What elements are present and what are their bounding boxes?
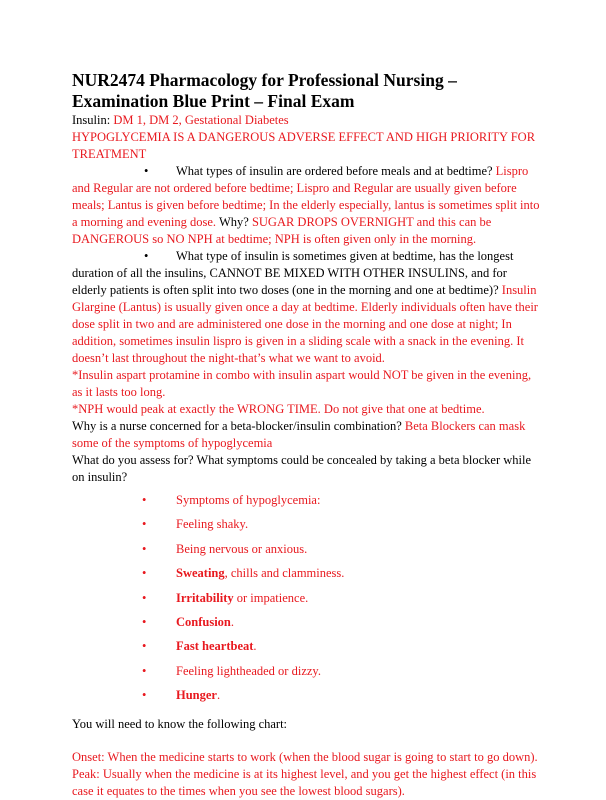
onset-definition: Onset: When the medicine starts to work (when the blood sugar is going to start to go down). xyxy=(72,749,538,764)
symptom-text xyxy=(176,565,344,582)
peak-definition: Peak: Usually when the medicine is at its highest level, and you get the highest effect (in this case it equates to the times when you see the lowest blood sugars). xyxy=(72,766,537,798)
bullet-dot: • xyxy=(142,614,147,629)
bullet-1-why: Why? xyxy=(216,215,252,229)
symptom-text xyxy=(176,541,307,558)
symptom-rest-text: Symptoms of hypoglycemia: xyxy=(176,493,321,507)
hypoglycemia-warning: HYPOGLYCEMIA IS A DANGEROUS ADVERSE EFFECT AND HIGH PRIORITY FOR TREATMENT xyxy=(72,130,536,161)
bullet-2 xyxy=(72,248,542,367)
document-page xyxy=(72,70,542,800)
symptom-bold-text: Sweating xyxy=(176,566,225,581)
insulin-line xyxy=(72,112,542,129)
page-title: NUR2474 Pharmacology for Professional Nursing – Examination Blue Print – Final Exam xyxy=(72,70,457,111)
symptom-item xyxy=(72,516,542,540)
beta-answer-text: Beta Blockers can mask some of the symptoms of hypoglycemia xyxy=(72,419,526,450)
symptom-list xyxy=(72,492,542,712)
insulin-label: Insulin: xyxy=(72,113,114,127)
symptom-item xyxy=(72,590,542,614)
symptom-rest-text: , chills and clamminess. xyxy=(224,566,345,581)
note-nph: *NPH would peak at exactly the WRONG TIME. Do not give that one at bedtime. xyxy=(72,402,485,416)
note-aspart: *Insulin aspart protamine in combo with insulin aspart would NOT be given in the evening, as it lasts too long. xyxy=(72,368,532,399)
symptom-text xyxy=(176,516,248,533)
symptom-bold-text: Fast heartbeat xyxy=(176,639,254,654)
symptom-item xyxy=(72,687,542,711)
bullet-dot: • xyxy=(142,688,147,703)
bullet-1 xyxy=(72,163,542,248)
beta-question-text: Why is a nurse concerned for a beta-blocker/insulin combination? xyxy=(72,419,405,433)
symptom-item xyxy=(72,492,542,516)
symptom-text xyxy=(176,590,308,607)
bullet-dot: • xyxy=(142,663,147,678)
symptom-item xyxy=(72,663,542,687)
bullet-dot: • xyxy=(142,541,147,556)
beta-blocker-question xyxy=(72,418,542,452)
assess-question: What do you assess for? What symptoms could be concealed by taking a beta blocker while on insulin? xyxy=(72,453,532,484)
bullet-1-answer-b: SUGAR DROPS OVERNIGHT and this can be DANGEROUS so NO NPH at bedtime; NPH is often given only in the morning. xyxy=(72,215,492,246)
bullet-1-answer-a: Lispro and Regular are not ordered before bedtime; Lispro and Regular are usually given before meals; Lantus is given before bedtime; In the elderly especially, lantus is sometimes split into a morning and evening dose. xyxy=(72,164,540,229)
symptom-bold-text: Confusion xyxy=(176,614,231,629)
bullet-dot: • xyxy=(142,493,147,507)
bullet-2-answer: Insulin Glargine (Lantus) is usually given once a day at bedtime. Elderly individuals often have their dose split in two and are administered one dose in the morning and one dose at night; In addition, sometimes insulin lispro is given in a sliding scale with a snack in the evening. It doesn’t last throughout the night-that’s what we want to avoid. xyxy=(72,283,538,365)
bullet-dot: • xyxy=(142,517,147,532)
symptom-item xyxy=(72,541,542,565)
bullet-dot: • xyxy=(142,590,147,605)
symptom-rest-text: Feeling shaky. xyxy=(176,517,249,532)
insulin-types: DM 1, DM 2, Gestational Diabetes xyxy=(113,113,289,127)
symptom-rest-text: . xyxy=(216,688,221,703)
bullet-1-question: What types of insulin are ordered before meals and at bedtime? xyxy=(176,164,496,178)
symptom-rest-text: . xyxy=(230,614,235,629)
symptom-rest-text: or impatience. xyxy=(233,590,309,605)
symptom-bold-text: Hunger xyxy=(176,688,217,703)
symptom-text xyxy=(176,687,220,704)
bullet-1-dot: • xyxy=(144,164,149,178)
bullet-dot: • xyxy=(142,639,147,654)
symptom-text xyxy=(176,638,257,655)
symptom-text xyxy=(176,614,234,631)
bullet-2-dot: • xyxy=(144,249,149,263)
symptom-rest-text: Being nervous or anxious. xyxy=(176,541,308,556)
symptom-item xyxy=(72,638,542,662)
symptom-rest-text: Feeling lightheaded or dizzy. xyxy=(176,663,321,678)
bullet-dot: • xyxy=(142,566,147,581)
bullet-2-question: What type of insulin is sometimes given at bedtime, has the longest duration of all the insulins, CANNOT BE MIXED WITH OTHER INSULINS, and for elderly patients is often split into two doses (one in the morning and one at bedtime)? xyxy=(72,249,514,297)
chart-intro: You will need to know the following chart: xyxy=(72,716,288,731)
symptom-item xyxy=(72,565,542,589)
symptom-text xyxy=(176,492,320,509)
symptom-item xyxy=(72,614,542,638)
symptom-text xyxy=(176,663,321,680)
symptom-rest-text: . xyxy=(253,639,257,654)
symptom-bold-text: Irritability xyxy=(176,590,234,605)
